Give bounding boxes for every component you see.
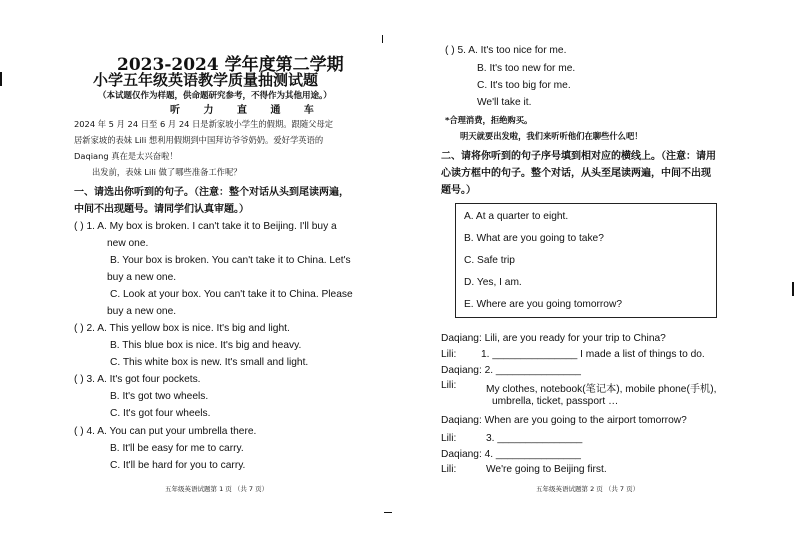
exam-title: 2023-2024 学年度第二学期: [117, 55, 344, 75]
q5-option-c: C. It's too big for me.: [477, 80, 571, 91]
dialogue-line-7: Daqiang: 4. _______________: [441, 449, 581, 460]
section-1-instruction: 一、请选出你听到的句子。（注意：整个对话从头到尾读两遍，: [74, 187, 349, 198]
tip-line-2: 明天就要出发啦，我们来听听他们在聊些什么吧！: [460, 131, 643, 141]
dialogue-line-8: We're going to Beijing first.: [486, 464, 607, 475]
section-2-instruction-end: 题号。）: [441, 185, 476, 196]
tip-line: *合理消费，拒绝购买。: [445, 115, 533, 125]
intro-line-3: Daqiang 真在是太兴奋啦！: [74, 151, 178, 161]
scan-edge-mark-left: [0, 72, 2, 86]
dialogue-line-2: 1. _______________ I made a list of things to do.: [481, 349, 705, 360]
dialogue-line-4-cont: umbrella, ticket, passport …: [492, 396, 619, 407]
dialogue-line-1: Daqiang: Lili, are you ready for your trip to China?: [441, 333, 666, 344]
exam-subtitle: 小学五年级英语教学质量抽测试题: [93, 71, 319, 89]
dialogue-line-3: Daqiang: 2. _______________: [441, 365, 581, 376]
q1-option-b: B. Your box is broken. You can't take it to China. Let's: [110, 255, 351, 266]
q4-option-a: ( ) 4. A. You can put your umbrella there.: [74, 426, 257, 437]
q1-option-c: C. Look at your box. You can't take it to China. Please: [110, 289, 353, 300]
option-a: A. At a quarter to eight.: [464, 211, 569, 222]
q4-option-b: B. It'll be easy for me to carry.: [110, 443, 244, 454]
dialogue-speaker-6: Lili:: [441, 433, 457, 444]
q3-option-b: B. It's got two wheels.: [110, 391, 209, 402]
q5-option-b: B. It's too new for me.: [477, 63, 576, 74]
dialogue-line-5: Daqiang: When are you going to the airport tomorrow?: [441, 415, 687, 426]
q2-option-c: C. This white box is new. It's small and light.: [110, 357, 309, 368]
q5-option-a: ( ) 5. A. It's too nice for me.: [445, 45, 567, 56]
section-1-instruction-cont: 中间不出现题号。请同学们认真审题。）: [74, 204, 249, 215]
section-2-instruction: 二、请将你听到的句子序号填到相对应的横线上。（注意：请用: [441, 151, 716, 162]
q2-option-b: B. This blue box is nice. It's big and heavy.: [110, 340, 302, 351]
q1-option-c-cont: buy a new one.: [107, 306, 177, 317]
q1-option-b-cont: buy a new one.: [107, 272, 177, 283]
page-footer-1: 五年级英语试题第 1 页 （共 7 页）: [165, 485, 269, 493]
option-d: D. Yes, I am.: [464, 277, 522, 288]
options-box: [455, 203, 717, 318]
q4-option-c: C. It'll be hard for you to carry.: [110, 460, 246, 471]
intro-line-1: 2024 年 5 月 24 日至 6 月 24 日是新家坡小学生的假期。跟随父母定: [74, 119, 334, 129]
dialogue-speaker-8: Lili:: [441, 464, 457, 475]
listening-header: 听 力 直 通 车: [170, 105, 324, 116]
dialogue-speaker-4: Lili:: [441, 380, 457, 391]
q3-option-c: C. It's got four wheels.: [110, 408, 211, 419]
page-footer-2: 五年级英语试题第 2 页 （共 7 页）: [536, 485, 640, 493]
dialogue-line-6: 3. _______________: [486, 433, 583, 444]
section-2-instruction-cont: 心读方框中的句子。整个对话，从头至尾读两遍，中间不出现: [441, 168, 711, 179]
q1-option-a-cont: new one.: [107, 238, 149, 249]
usage-note: （本试题仅作为样题，供命题研究参考，不得作为其他用途。）: [98, 91, 332, 101]
intro-line-2: 居新家坡的表妹 Lili 想利用假期到中国拜访爷爷奶奶。爱好学英语的: [74, 135, 324, 145]
option-c: C. Safe trip: [464, 255, 515, 266]
dialogue-line-4: My clothes, notebook(笔记本), mobile phone(手机),: [486, 384, 717, 395]
scan-center-mark-bottom: [384, 512, 392, 513]
intro-line-4: 出发前，表妹 Lili 做了哪些准备工作呢？: [92, 167, 242, 177]
q5-option-d: We'll take it.: [477, 97, 532, 108]
option-b: B. What are you going to take?: [464, 233, 604, 244]
q3-option-a: ( ) 3. A. It's got four pockets.: [74, 374, 201, 385]
dialogue-speaker-2: Lili:: [441, 349, 457, 360]
q1-option-a: ( ) 1. A. My box is broken. I can't take it to Beijing. I'll buy a: [74, 221, 337, 232]
option-e: E. Where are you going tomorrow?: [464, 299, 622, 310]
q2-option-a: ( ) 2. A. This yellow box is nice. It's big and light.: [74, 323, 290, 334]
scan-center-mark-top: [382, 35, 383, 43]
